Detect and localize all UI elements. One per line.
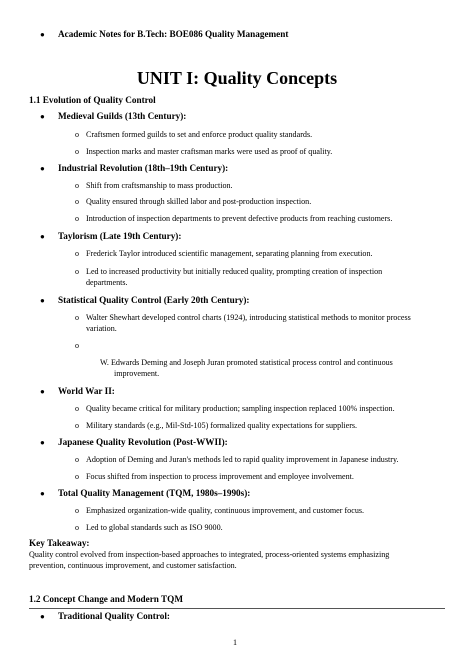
item-heading-traditional: Traditional Quality Control: [58, 611, 170, 621]
list-item: Quality became critical for military production; sampling inspection replaced 100% inspection. [86, 404, 395, 413]
key-takeaway-label: Key Takeaway: [29, 538, 90, 548]
page-title: UNIT I: Quality Concepts [136, 68, 338, 88]
bullet-dot: ● [40, 612, 45, 621]
bullet-dot: ● [40, 232, 45, 241]
circle-bullet: o [75, 147, 79, 156]
header-note: Academic Notes for B.Tech: BOE086 Quality Management [58, 29, 289, 39]
list-item: Frederick Taylor introduced scientific management, separating planning from execution. [86, 249, 373, 258]
bullet-dot: ● [40, 387, 45, 396]
circle-bullet: o [75, 130, 79, 139]
section-heading-1-2: 1.2 Concept Change and Modern TQM [29, 594, 183, 604]
list-item: Focus shifted from inspection to process improvement and employee involvement. [86, 472, 354, 481]
list-item: Adoption of Deming and Juran's methods led to rapid quality improvement in Japanese industry. [86, 455, 399, 464]
circle-bullet: o [75, 341, 79, 350]
list-item: Walter Shewhart developed control charts (1924), introducing statistical methods to monitor process [86, 313, 411, 322]
list-item-continuation: improvement. [114, 369, 160, 378]
bullet-dot: ● [40, 30, 45, 39]
list-item: Led to increased productivity but initially reduced quality, prompting creation of inspection [86, 267, 383, 276]
item-heading-japanese: Japanese Quality Revolution (Post-WWII): [58, 437, 228, 447]
list-item-continuation: departments. [86, 278, 128, 287]
item-heading-tqm: Total Quality Management (TQM, 1980s–1990s): [58, 488, 251, 498]
circle-bullet: o [75, 421, 79, 430]
circle-bullet: o [75, 214, 79, 223]
bullet-dot: ● [40, 296, 45, 305]
bullet-dot: ● [40, 164, 45, 173]
key-takeaway-text: prevention, continuous improvement, and customer satisfaction. [29, 561, 237, 570]
section-heading-1-1: 1.1 Evolution of Quality Control [29, 95, 156, 105]
list-item: Quality ensured through skilled labor and post-production inspection. [86, 197, 312, 206]
item-heading-medieval: Medieval Guilds (13th Century): [58, 111, 187, 121]
key-takeaway-text: Quality control evolved from inspection-based approaches to integrated, process-oriented systems emphasizing [29, 550, 390, 559]
circle-bullet: o [75, 455, 79, 464]
page-number: 1 [233, 638, 238, 647]
circle-bullet: o [75, 404, 79, 413]
item-heading-taylorism: Taylorism (Late 19th Century): [58, 231, 182, 241]
item-heading-industrial: Industrial Revolution (18th–19th Century): [58, 163, 229, 173]
list-item: Led to global standards such as ISO 9000. [86, 523, 223, 532]
item-heading-sqc: Statistical Quality Control (Early 20th Century): [58, 295, 250, 305]
list-item: Shift from craftsmanship to mass production. [86, 181, 233, 190]
item-heading-wwii: World War II: [58, 386, 115, 396]
circle-bullet: o [75, 197, 79, 206]
bullet-dot: ● [40, 112, 45, 121]
bullet-dot: ● [40, 489, 45, 498]
circle-bullet: o [75, 506, 79, 515]
list-item: Introduction of inspection departments to prevent defective products from reaching customers. [86, 214, 393, 223]
circle-bullet: o [75, 472, 79, 481]
circle-bullet: o [75, 313, 79, 322]
circle-bullet: o [75, 249, 79, 258]
horizontal-rule [29, 608, 445, 609]
list-item: Inspection marks and master craftsman marks were used as proof of quality. [86, 147, 333, 156]
list-item: Craftsmen formed guilds to set and enforce product quality standards. [86, 130, 313, 139]
bullet-dot: ● [40, 438, 45, 447]
circle-bullet: o [75, 181, 79, 190]
circle-bullet: o [75, 523, 79, 532]
circle-bullet: o [75, 267, 79, 276]
list-item: W. Edwards Deming and Joseph Juran promoted statistical process control and continuous [100, 358, 393, 367]
list-item: Emphasized organization-wide quality, continuous improvement, and customer focus. [86, 506, 365, 515]
list-item: Military standards (e.g., Mil-Std-105) formalized quality expectations for suppliers. [86, 421, 358, 430]
list-item-continuation: variation. [86, 324, 117, 333]
